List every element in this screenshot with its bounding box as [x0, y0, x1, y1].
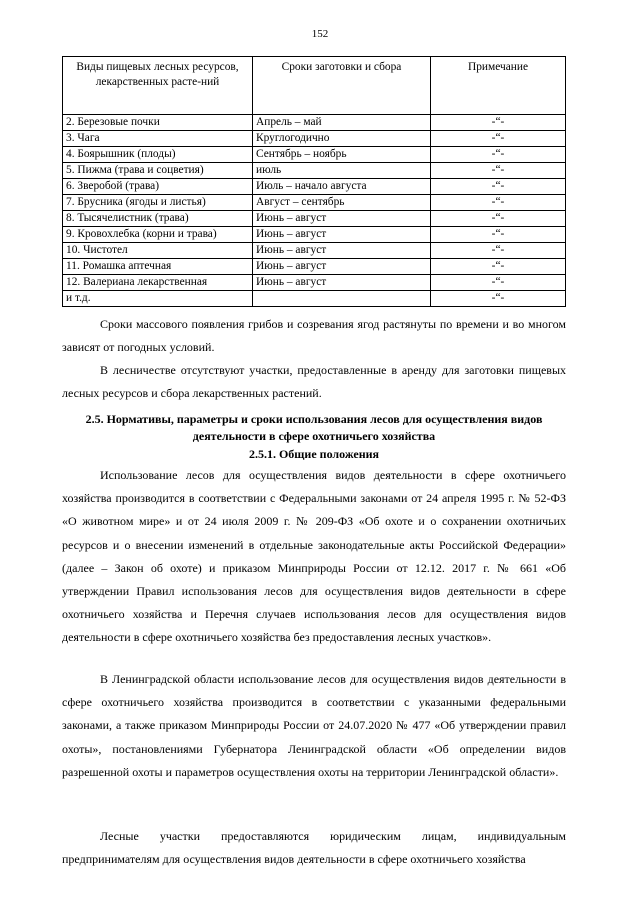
cell-species: 12. Валериана лекарственная [63, 275, 253, 291]
table-row [63, 195, 566, 211]
cell-terms: Июль – начало августа [253, 179, 431, 195]
cell-species: и т.д. [63, 291, 253, 307]
paragraph-leningrad-region: В Ленинградской области использование лесов для осуществления видов деятельности в сфере охотничьего хозяйства производится в соответствии с указанными федеральными законами, а также приказом Минприроды России от 24.07.2020 № 477 «Об утверждении правил охоты», постановлениями Губернатора Ленинградской области «Об определении видов разрешенной охоты и параметров осуществления охоты на территории Ленинградской области». [62, 672, 566, 779]
cell-terms: июль [253, 163, 431, 179]
section-heading: 2.5. Нормативы, параметры и сроки использования лесов для осуществления видов деятельности в сфере охотничьего хозяйства [85, 412, 543, 443]
cell-species: 3. Чага [63, 131, 253, 147]
cell-note: -“- [431, 131, 566, 147]
cell-terms: Июнь – август [253, 275, 431, 291]
cell-terms: Июнь – август [253, 227, 431, 243]
cell-terms: Апрель – май [253, 115, 431, 131]
cell-note: -“- [431, 227, 566, 243]
cell-note: -“- [431, 163, 566, 179]
cell-species: 7. Брусника (ягоды и листья) [63, 195, 253, 211]
table-row [63, 243, 566, 259]
cell-terms: Сентябрь – ноябрь [253, 147, 431, 163]
paragraph-plots-provided: Лесные участки предоставляются юридическим лицам, индивидуальным предпринимателям для осуществления видов деятельности в сфере охотничьего хозяйства [62, 829, 566, 867]
cell-note: -“- [431, 211, 566, 227]
header-terms: Сроки заготовки и сбора [253, 57, 431, 115]
table-row [63, 227, 566, 243]
cell-terms: Июнь – август [253, 211, 431, 227]
cell-note: -“- [431, 243, 566, 259]
page-number: 152 [311, 28, 329, 40]
cell-species: 8. Тысячелистник (трава) [63, 211, 253, 227]
cell-terms: Август – сентябрь [253, 195, 431, 211]
subsection-heading: 2.5.1. Общие положения [248, 447, 380, 461]
cell-note: -“- [431, 179, 566, 195]
cell-note: -“- [431, 195, 566, 211]
cell-terms [253, 291, 431, 307]
table-row [63, 115, 566, 131]
cell-note: -“- [431, 259, 566, 275]
cell-species: 5. Пижма (трава и соцветия) [63, 163, 253, 179]
cell-species: 2. Березовые почки [63, 115, 253, 131]
table-row [63, 163, 566, 179]
paragraph-federal-laws: Использование лесов для осуществления видов деятельности в сфере охотничьего хозяйства производится в соответствии с Федеральными законами от 24 апреля 1995 г. № 52-ФЗ «О животном мире» и от 24 июля 2009 г. № 209-ФЗ «Об охоте и о сохранении охотничьих ресурсов и о внесении изменений в отдельные законодательные акты Российской Федерации» (далее – Закон об охоте) и приказом Минприроды России от 12.12. 2017 г. № 661 «Об утверждении Правил использования лесов для осуществления видов деятельности в сфере охотничьего хозяйства и Перечня случаев использования лесов для осуществления видов деятельности в сфере охотничьего хозяйства без предоставления лесных участков». [62, 468, 566, 645]
table-row [63, 275, 566, 291]
cell-terms: Круглогодично [253, 131, 431, 147]
header-species: Виды пищевых лесных ресурсов, лекарственных расте-ний [63, 57, 253, 115]
table-row [63, 179, 566, 195]
cell-note: -“- [431, 115, 566, 131]
cell-species: 11. Ромашка аптечная [63, 259, 253, 275]
cell-species: 4. Боярышник (плоды) [63, 147, 253, 163]
paragraph-mushrooms-berries: Сроки массового появления грибов и созревания ягод растянуты по времени и во многом зависят от погодных условий. [62, 317, 566, 355]
cell-species: 6. Зверобой (трава) [63, 179, 253, 195]
cell-terms: Июнь – август [253, 243, 431, 259]
table-row [63, 147, 566, 163]
cell-species: 9. Кровохлебка (корни и трава) [63, 227, 253, 243]
table-row [63, 291, 566, 307]
cell-note: -“- [431, 147, 566, 163]
table-row [63, 211, 566, 227]
header-note: Примечание [431, 57, 566, 115]
table-row [63, 259, 566, 275]
plants-harvest-table [62, 56, 566, 307]
table-header-row [63, 57, 566, 115]
cell-note: -“- [431, 291, 566, 307]
cell-terms: Июнь – август [253, 259, 431, 275]
cell-species: 10. Чистотел [63, 243, 253, 259]
table-row [63, 131, 566, 147]
paragraph-no-leased-plots: В лесничестве отсутствуют участки, предоставленные в аренду для заготовки пищевых лесных ресурсов и сбора лекарственных растений. [62, 363, 566, 401]
cell-note: -“- [431, 275, 566, 291]
